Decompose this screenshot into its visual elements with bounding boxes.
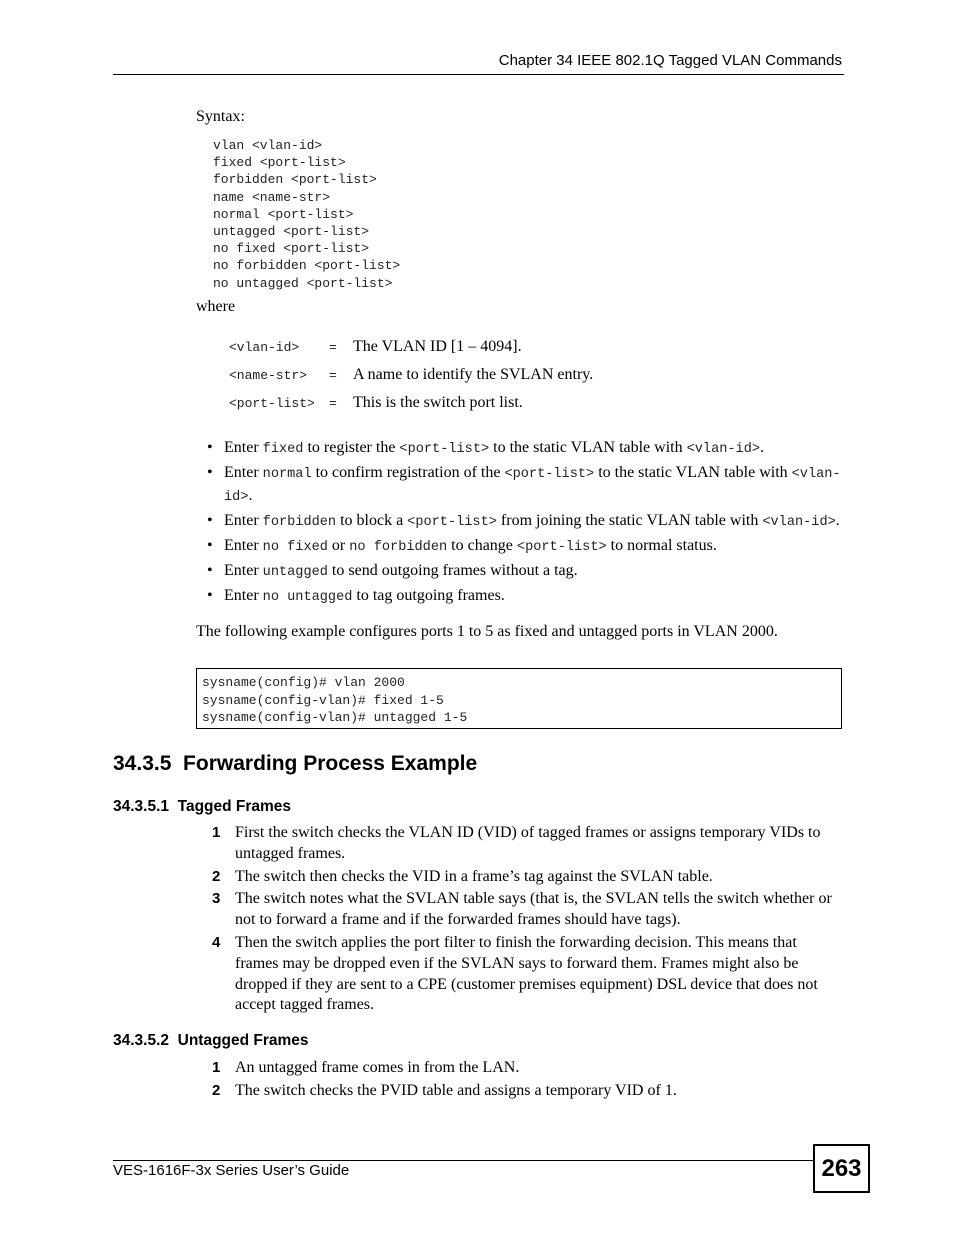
step-number: 2 — [212, 867, 221, 885]
bullet-text: from joining the static VLAN table with — [496, 511, 763, 529]
param-row — [229, 394, 849, 416]
step-item — [212, 1058, 844, 1079]
bullet-text: Enter — [224, 511, 263, 529]
param-description: The VLAN ID [1 – 4094]. — [353, 338, 522, 355]
bullet-text: to tag outgoing frames. — [352, 586, 505, 604]
step-text: The switch then checks the VID in a frame’s tag against the SVLAN table. — [235, 867, 713, 885]
syntax-line: vlan <vlan-id> — [213, 138, 323, 153]
step-item — [212, 867, 844, 888]
bullet-text: Enter — [224, 439, 263, 456]
page-number: 263 — [813, 1144, 870, 1193]
inline-code: no forbidden — [349, 539, 448, 555]
step-text: An untagged frame comes in from the LAN. — [235, 1059, 520, 1076]
chapter-header: Chapter 34 IEEE 802.1Q Tagged VLAN Commands — [498, 52, 842, 69]
subsection-heading-tagged: 34.3.5.1 Tagged Frames — [113, 798, 292, 815]
bullet-text: to change — [447, 536, 517, 554]
code-line: sysname(config)# vlan 2000 — [202, 675, 405, 690]
code-line: sysname(config-vlan)# untagged 1-5 — [202, 710, 468, 725]
syntax-line: no forbidden <port-list> — [213, 258, 401, 274]
param-name: <port-list> — [229, 396, 315, 411]
param-description: This is the switch port list. — [353, 394, 523, 411]
step-number: 2 — [212, 1081, 221, 1099]
bullet-text: or — [327, 536, 350, 554]
syntax-line: forbidden <port-list> — [213, 172, 377, 188]
inline-code: forbidden — [262, 514, 337, 530]
footer-rule — [113, 1160, 813, 1161]
untagged-steps — [212, 1058, 844, 1104]
param-name: <vlan-id> — [229, 340, 300, 355]
inline-code: normal — [262, 467, 312, 483]
step-text: First the switch checks the VLAN ID (VID) of tagged frames or assigns temporary VIDs to untagged frames. — [235, 824, 821, 862]
bullet-dot-icon: • — [207, 511, 213, 529]
syntax-line: no untagged <port-list> — [213, 275, 393, 291]
code-line: sysname(config-vlan)# fixed 1-5 — [202, 692, 444, 708]
syntax-line: fixed <port-list> — [213, 155, 346, 171]
step-item — [212, 1081, 844, 1102]
inline-code: untagged — [262, 564, 328, 580]
step-text: Then the switch applies the port filter to finish the forwarding decision. This means that frames may be dropped even if the SVLAN says to forward them. Frames might also be dropped if they are sent to a CPE (customer premises equipment) DSL device that does not accept tagged frames. — [235, 933, 818, 1014]
bullet-text: Enter — [224, 586, 263, 604]
bullet-text: . — [760, 439, 765, 456]
inline-code: <port-list> — [407, 514, 497, 530]
syntax-block — [213, 137, 400, 292]
param-row — [229, 338, 849, 360]
step-item — [212, 889, 844, 931]
bullet-text: . — [835, 511, 840, 529]
step-number: 1 — [212, 824, 221, 841]
bullet-text: Enter — [224, 561, 263, 579]
example-intro: The following example configures ports 1 to 5 as fixed and untagged ports in VLAN 2000. — [196, 623, 778, 640]
guide-title: VES-1616F-3x Series User’s Guide — [113, 1162, 350, 1179]
inline-code: <vlan-id> — [762, 514, 836, 530]
step-text: The switch notes what the SVLAN table says (that is, the SVLAN tells the switch whether or not to forward a frame and if the forwarded frames should have tags). — [235, 890, 832, 929]
param-equals: = — [329, 340, 337, 355]
header-rule — [113, 74, 844, 75]
step-item — [212, 933, 844, 1016]
bullet-item — [205, 463, 845, 508]
syntax-line: untagged <port-list> — [213, 224, 370, 240]
syntax-line: name <name-str> — [213, 189, 331, 205]
section-heading: 34.3.5 Forwarding Process Example — [113, 752, 478, 775]
step-item — [212, 823, 844, 865]
bullet-text: to send outgoing frames without a tag. — [327, 561, 578, 579]
code-example-box — [196, 668, 842, 729]
bullet-item — [205, 586, 845, 609]
bullet-text: to confirm registration of the — [311, 464, 505, 482]
bullet-text: to the static VLAN table with — [489, 439, 687, 456]
param-equals: = — [329, 396, 337, 411]
inline-code: no fixed — [262, 539, 328, 555]
inline-code: <port-list> — [399, 442, 490, 457]
param-row — [229, 366, 849, 388]
bullet-text: Enter — [224, 536, 263, 554]
bullet-dot-icon: • — [207, 561, 213, 579]
inline-code: no untagged — [262, 589, 353, 605]
syntax-line: normal <port-list> — [213, 206, 354, 222]
step-text: The switch checks the PVID table and assigns a temporary VID of 1. — [235, 1081, 677, 1099]
param-name: <name-str> — [229, 368, 308, 383]
bullet-dot-icon: • — [207, 439, 213, 456]
inline-code: <port-list> — [504, 467, 595, 483]
bullet-item — [205, 511, 845, 534]
tagged-steps — [212, 823, 844, 1018]
bullet-text: . — [248, 486, 253, 504]
bullet-dot-icon: • — [207, 536, 213, 554]
inline-code: <port-list> — [516, 539, 607, 555]
subsection-heading-untagged: 34.3.5.2 Untagged Frames — [113, 1032, 309, 1049]
code-lines — [202, 674, 467, 727]
bullet-text: Enter — [224, 464, 263, 482]
param-description: A name to identify the SVLAN entry. — [353, 366, 594, 383]
bullet-item — [205, 536, 845, 559]
bullet-text: to the static VLAN table with — [594, 464, 792, 482]
step-number: 1 — [212, 1059, 221, 1076]
bullet-text: to block a — [336, 511, 408, 529]
step-number: 4 — [212, 933, 221, 951]
where-label: where — [196, 298, 236, 315]
param-equals: = — [329, 368, 337, 383]
syntax-label: Syntax: — [196, 108, 245, 125]
bullet-item — [205, 561, 845, 584]
syntax-line: no fixed <port-list> — [213, 241, 370, 257]
inline-code: <vlan-id> — [686, 442, 761, 457]
bullet-text: to normal status. — [606, 536, 717, 554]
bullet-list — [205, 438, 845, 611]
inline-code: <vlan-id> — [224, 467, 841, 505]
step-number: 3 — [212, 890, 221, 908]
bullet-dot-icon: • — [207, 586, 213, 604]
bullet-text: to register the — [303, 439, 400, 456]
bullet-item — [205, 438, 845, 461]
bullet-dot-icon: • — [207, 464, 213, 482]
inline-code: fixed — [262, 442, 304, 457]
